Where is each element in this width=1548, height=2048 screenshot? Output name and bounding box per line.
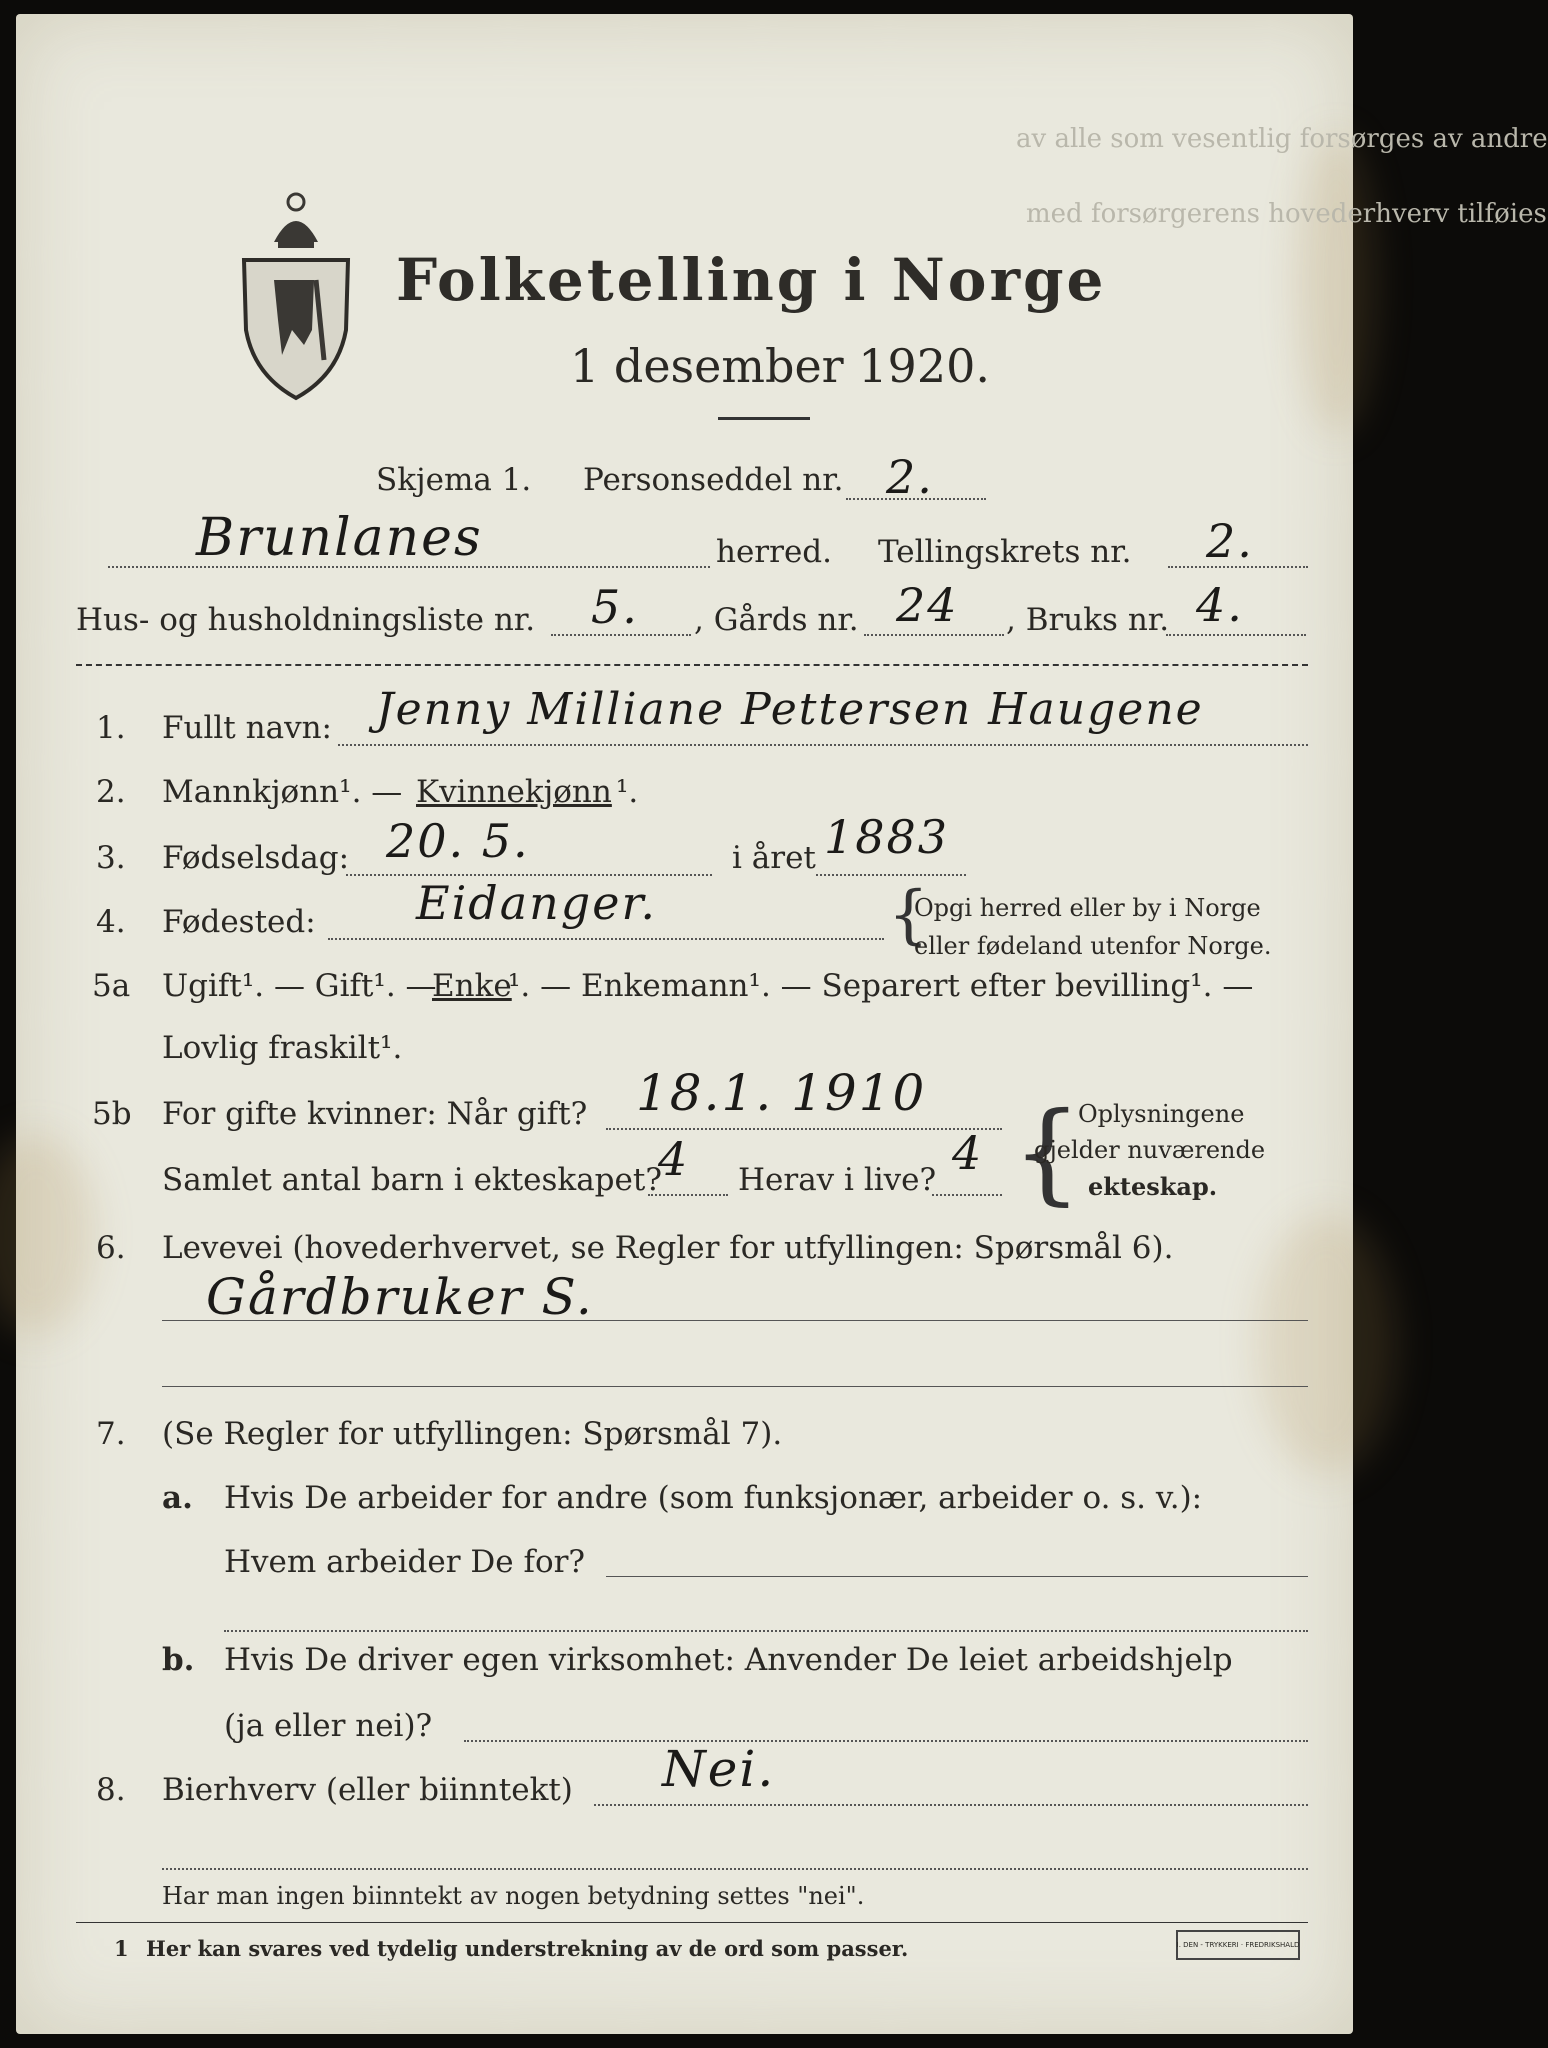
q2-female-option[interactable]: Kvinnekjønn [416, 774, 612, 810]
q5a-options-before: Ugift¹. — Gift¹. — [162, 968, 437, 1004]
herred-value[interactable]: Brunlanes [196, 508, 483, 568]
norwegian-coat-of-arms-icon [234, 180, 358, 402]
q3-year-label: i året [732, 840, 816, 876]
note-nei: Har man ingen biinntekt av nogen betydning settes "nei". [162, 1882, 865, 1910]
q6-line-2 [162, 1386, 1308, 1387]
q5b-brace: { [1012, 1088, 1082, 1216]
q4-line [328, 938, 884, 940]
q2-number: 2. [96, 774, 126, 810]
q5b-children-value[interactable]: 4 [658, 1132, 690, 1186]
q1-label: Fullt navn: [162, 710, 332, 746]
q2-male-option: Mannkjønn¹. — [162, 774, 403, 810]
bruks-line [1166, 634, 1306, 636]
bleed-through-text: med forsørgerens hovederhverv tilføies [1026, 199, 1547, 229]
title-rule [718, 417, 810, 420]
q3-birth-date[interactable]: 20. 5. [386, 814, 530, 868]
q4-note-line2: eller fødeland utenfor Norge. [914, 932, 1272, 960]
tellingskrets-value[interactable]: 2. [1206, 514, 1254, 568]
husliste-label: Hus- og husholdningsliste nr. [76, 602, 536, 638]
form-title: Folketelling i Norge [396, 246, 1107, 314]
q6-number: 6. [96, 1230, 126, 1266]
q4-birthplace[interactable]: Eidanger. [416, 876, 658, 930]
q5b-married-date[interactable]: 18.1. 1910 [636, 1064, 927, 1122]
husliste-line [551, 634, 691, 636]
personseddel-label: Personseddel nr. [583, 462, 844, 498]
q5b-number: 5b [92, 1096, 132, 1132]
bruks-value[interactable]: 4. [1196, 578, 1244, 632]
gards-value[interactable]: 24 [896, 578, 959, 632]
q8-label: Bierhverv (eller biinntekt) [162, 1772, 573, 1808]
q2-female-suffix: ¹. [616, 774, 639, 810]
q5a-option-enke[interactable]: Enke [432, 968, 512, 1004]
q8-value[interactable]: Nei. [662, 1740, 776, 1798]
q5a-options-after: ¹. — Enkemann¹. — Separert efter bevilling¹. — [508, 968, 1254, 1004]
skjema-label: Skjema 1. [376, 462, 532, 498]
q8-line [594, 1804, 1308, 1806]
husliste-value[interactable]: 5. [591, 580, 639, 634]
q4-brace: { [888, 878, 929, 952]
printer-stamp [1176, 1930, 1300, 1960]
q1-number: 1. [96, 710, 126, 746]
q7a-question: Hvem arbeider De for? [224, 1544, 586, 1580]
footnote-mark: 1 [114, 1936, 129, 1961]
q5a-number: 5a [92, 968, 131, 1004]
q5b-alive-value[interactable]: 4 [952, 1126, 984, 1180]
q5b-line [606, 1128, 1002, 1130]
q5b-alive-line [932, 1194, 1002, 1196]
q6-occupation[interactable]: Gårdbruker S. [206, 1268, 594, 1326]
q1-full-name[interactable]: Jenny Milliane Pettersen Haugene [376, 684, 1204, 735]
q6-label: Levevei (hovederhvervet, se Regler for utfyllingen: Spørsmål 6). [162, 1230, 1174, 1266]
q5b-alive-label: Herav i live? [738, 1162, 937, 1198]
q7b-answer-line[interactable] [464, 1740, 1308, 1742]
q5a-fraskilt: Lovlig fraskilt¹. [162, 1030, 403, 1066]
q1-line [338, 744, 1308, 746]
q4-note-line1: Opgi herred eller by i Norge [914, 894, 1261, 922]
census-date: 1 desember 1920. [570, 339, 990, 393]
q5b-children-line [648, 1194, 728, 1196]
q4-number: 4. [96, 904, 126, 940]
gards-label: , Gårds nr. [694, 602, 859, 638]
q7b-letter: b. [162, 1642, 195, 1678]
q5b-note-line1: Oplysningene [1078, 1100, 1245, 1128]
tellingskrets-label: Tellingskrets nr. [878, 534, 1132, 570]
q8-line-2 [162, 1868, 1308, 1870]
census-form-sheet [16, 14, 1548, 2034]
bleed-through-text: av alle som vesentlig forsørges av andre [1016, 124, 1548, 154]
q3-label: Fødselsdag: [162, 840, 350, 876]
printer-stamp-text: I. DEN - TRYKKERI · FREDRIKSHALD [1176, 1941, 1300, 1949]
q5b-label: For gifte kvinner: Når gift? [162, 1096, 588, 1132]
footnote-text: Her kan svares ved tydelig understrekning av de ord som passer. [146, 1936, 909, 1961]
q7a-answer-line-2[interactable] [224, 1630, 1308, 1632]
section-divider [76, 664, 1308, 666]
personseddel-value[interactable]: 2. [886, 450, 934, 504]
q7-number: 7. [96, 1416, 126, 1452]
q7-label: (Se Regler for utfyllingen: Spørsmål 7). [162, 1416, 783, 1452]
q4-label: Fødested: [162, 904, 316, 940]
gards-line [864, 634, 1004, 636]
q7b-text: Hvis De driver egen virksomhet: Anvender De leiet arbeidshjelp [224, 1642, 1233, 1678]
bruks-label: , Bruks nr. [1006, 602, 1170, 638]
q3-year-line [816, 874, 966, 876]
herred-label: herred. [716, 534, 832, 570]
q7a-letter: a. [162, 1480, 193, 1516]
q8-number: 8. [96, 1772, 126, 1808]
q5b-note-line2: gjelder nuværende [1034, 1136, 1266, 1164]
q7a-text: Hvis De arbeider for andre (som funksjonær, arbeider o. s. v.): [224, 1480, 1203, 1516]
q3-birth-year[interactable]: 1883 [824, 810, 950, 864]
q5b-children-label: Samlet antal barn i ekteskapet? [162, 1162, 662, 1198]
footnote-rule [76, 1922, 1308, 1923]
q3-number: 3. [96, 840, 126, 876]
q7b-question: (ja eller nei)? [224, 1708, 433, 1744]
q7a-answer-line[interactable] [606, 1576, 1308, 1577]
q5b-note-line3: ekteskap. [1088, 1172, 1218, 1201]
